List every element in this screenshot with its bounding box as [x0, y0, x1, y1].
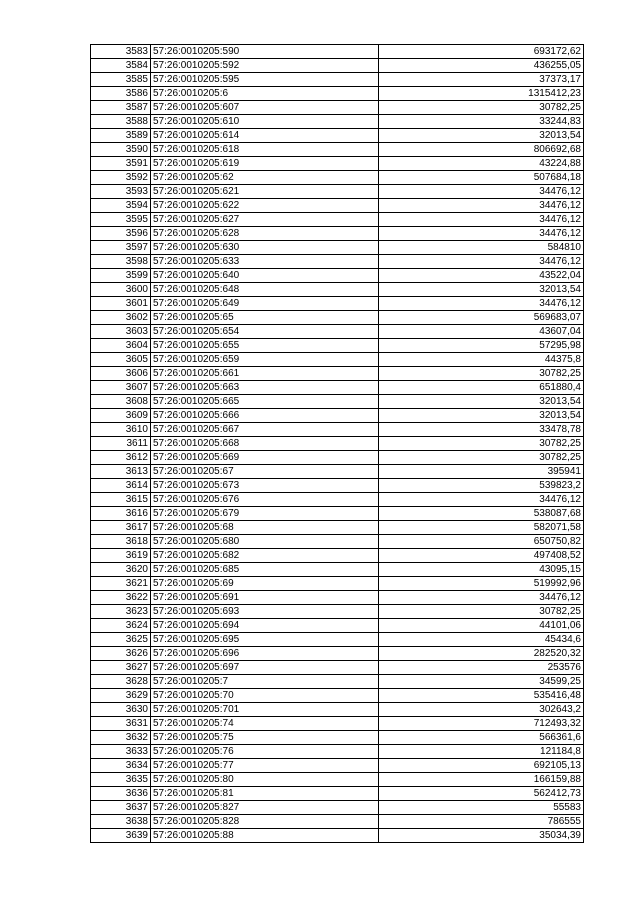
row-number-cell: 3634 — [91, 759, 151, 773]
value-cell: 566361,6 — [379, 731, 584, 745]
row-number-cell: 3638 — [91, 815, 151, 829]
table-row — [91, 101, 584, 115]
row-number-cell: 3596 — [91, 227, 151, 241]
value-cell: 562412,73 — [379, 787, 584, 801]
table-row — [91, 437, 584, 451]
row-number-cell: 3620 — [91, 563, 151, 577]
value-cell: 43224,88 — [379, 157, 584, 171]
table-row — [91, 689, 584, 703]
row-number-cell: 3593 — [91, 185, 151, 199]
row-number-cell: 3631 — [91, 717, 151, 731]
cadastral-number-cell: 57:26:0010205:666 — [151, 409, 379, 423]
row-number-cell: 3615 — [91, 493, 151, 507]
row-number-cell: 3637 — [91, 801, 151, 815]
row-number-cell: 3630 — [91, 703, 151, 717]
row-number-cell: 3635 — [91, 773, 151, 787]
table-row — [91, 59, 584, 73]
row-number-cell: 3628 — [91, 675, 151, 689]
cadastral-number-cell: 57:26:0010205:669 — [151, 451, 379, 465]
row-number-cell: 3598 — [91, 255, 151, 269]
row-number-cell: 3627 — [91, 661, 151, 675]
cadastral-number-cell: 57:26:0010205:827 — [151, 801, 379, 815]
cadastral-number-cell: 57:26:0010205:62 — [151, 171, 379, 185]
table-row — [91, 703, 584, 717]
value-cell: 33478,78 — [379, 423, 584, 437]
table-row — [91, 353, 584, 367]
cadastral-number-cell: 57:26:0010205:691 — [151, 591, 379, 605]
value-cell: 282520,32 — [379, 647, 584, 661]
table-row — [91, 521, 584, 535]
row-number-cell: 3611 — [91, 437, 151, 451]
row-number-cell: 3619 — [91, 549, 151, 563]
cadastral-number-cell: 57:26:0010205:621 — [151, 185, 379, 199]
value-cell: 651880,4 — [379, 381, 584, 395]
value-cell: 166159,88 — [379, 773, 584, 787]
cadastral-number-cell: 57:26:0010205:655 — [151, 339, 379, 353]
row-number-cell: 3588 — [91, 115, 151, 129]
value-cell: 806692,68 — [379, 143, 584, 157]
value-cell: 32013,54 — [379, 395, 584, 409]
row-number-cell: 3625 — [91, 633, 151, 647]
row-number-cell: 3592 — [91, 171, 151, 185]
table-row — [91, 563, 584, 577]
table-row — [91, 647, 584, 661]
value-cell: 302643,2 — [379, 703, 584, 717]
table-row — [91, 633, 584, 647]
table-row — [91, 283, 584, 297]
cadastral-value-table — [90, 44, 584, 843]
cadastral-number-cell: 57:26:0010205:6 — [151, 87, 379, 101]
value-cell: 34476,12 — [379, 255, 584, 269]
cadastral-number-cell: 57:26:0010205:679 — [151, 507, 379, 521]
row-number-cell: 3606 — [91, 367, 151, 381]
cadastral-number-cell: 57:26:0010205:627 — [151, 213, 379, 227]
value-cell: 538087,68 — [379, 507, 584, 521]
row-number-cell: 3609 — [91, 409, 151, 423]
table-row — [91, 717, 584, 731]
cadastral-number-cell: 57:26:0010205:661 — [151, 367, 379, 381]
cadastral-number-cell: 57:26:0010205:74 — [151, 717, 379, 731]
value-cell: 32013,54 — [379, 129, 584, 143]
row-number-cell: 3589 — [91, 129, 151, 143]
table-row — [91, 199, 584, 213]
row-number-cell: 3601 — [91, 297, 151, 311]
value-cell: 535416,48 — [379, 689, 584, 703]
value-cell: 35034,39 — [379, 829, 584, 843]
table-row — [91, 171, 584, 185]
table-row — [91, 297, 584, 311]
table-row — [91, 535, 584, 549]
cadastral-number-cell: 57:26:0010205:81 — [151, 787, 379, 801]
value-cell: 1315412,23 — [379, 87, 584, 101]
table-row — [91, 493, 584, 507]
table-row — [91, 605, 584, 619]
value-cell: 43607,04 — [379, 325, 584, 339]
table-row — [91, 619, 584, 633]
row-number-cell: 3623 — [91, 605, 151, 619]
row-number-cell: 3622 — [91, 591, 151, 605]
cadastral-number-cell: 57:26:0010205:7 — [151, 675, 379, 689]
cadastral-number-cell: 57:26:0010205:668 — [151, 437, 379, 451]
cadastral-number-cell: 57:26:0010205:75 — [151, 731, 379, 745]
cadastral-number-cell: 57:26:0010205:76 — [151, 745, 379, 759]
row-number-cell: 3605 — [91, 353, 151, 367]
table-row — [91, 675, 584, 689]
row-number-cell: 3610 — [91, 423, 151, 437]
cadastral-number-cell: 57:26:0010205:693 — [151, 605, 379, 619]
row-number-cell: 3597 — [91, 241, 151, 255]
table-row — [91, 731, 584, 745]
row-number-cell: 3629 — [91, 689, 151, 703]
cadastral-number-cell: 57:26:0010205:628 — [151, 227, 379, 241]
table-body — [91, 45, 584, 843]
cadastral-number-cell: 57:26:0010205:682 — [151, 549, 379, 563]
cadastral-number-cell: 57:26:0010205:618 — [151, 143, 379, 157]
value-cell: 693172,62 — [379, 45, 584, 59]
table-row — [91, 759, 584, 773]
table-row — [91, 367, 584, 381]
table-row — [91, 381, 584, 395]
row-number-cell: 3603 — [91, 325, 151, 339]
row-number-cell: 3591 — [91, 157, 151, 171]
cadastral-number-cell: 57:26:0010205:654 — [151, 325, 379, 339]
value-cell: 539823,2 — [379, 479, 584, 493]
row-number-cell: 3602 — [91, 311, 151, 325]
value-cell: 34476,12 — [379, 213, 584, 227]
table-row — [91, 129, 584, 143]
cadastral-number-cell: 57:26:0010205:667 — [151, 423, 379, 437]
value-cell: 44375,8 — [379, 353, 584, 367]
value-cell: 45434,6 — [379, 633, 584, 647]
value-cell: 395941 — [379, 465, 584, 479]
row-number-cell: 3617 — [91, 521, 151, 535]
cadastral-number-cell: 57:26:0010205:619 — [151, 157, 379, 171]
row-number-cell: 3594 — [91, 199, 151, 213]
row-number-cell: 3639 — [91, 829, 151, 843]
table-row — [91, 269, 584, 283]
table-row — [91, 157, 584, 171]
table-row — [91, 339, 584, 353]
value-cell: 507684,18 — [379, 171, 584, 185]
cadastral-number-cell: 57:26:0010205:607 — [151, 101, 379, 115]
row-number-cell: 3608 — [91, 395, 151, 409]
cadastral-number-cell: 57:26:0010205:610 — [151, 115, 379, 129]
table-row — [91, 507, 584, 521]
value-cell: 33244,83 — [379, 115, 584, 129]
value-cell: 712493,32 — [379, 717, 584, 731]
table-row — [91, 115, 584, 129]
row-number-cell: 3595 — [91, 213, 151, 227]
cadastral-number-cell: 57:26:0010205:649 — [151, 297, 379, 311]
cadastral-number-cell: 57:26:0010205:68 — [151, 521, 379, 535]
table-row — [91, 787, 584, 801]
row-number-cell: 3587 — [91, 101, 151, 115]
value-cell: 34476,12 — [379, 493, 584, 507]
table-row — [91, 745, 584, 759]
row-number-cell: 3624 — [91, 619, 151, 633]
value-cell: 30782,25 — [379, 101, 584, 115]
cadastral-number-cell: 57:26:0010205:80 — [151, 773, 379, 787]
value-cell: 32013,54 — [379, 409, 584, 423]
cadastral-number-cell: 57:26:0010205:67 — [151, 465, 379, 479]
row-number-cell: 3621 — [91, 577, 151, 591]
value-cell: 569683,07 — [379, 311, 584, 325]
row-number-cell: 3600 — [91, 283, 151, 297]
value-cell: 37373,17 — [379, 73, 584, 87]
row-number-cell: 3618 — [91, 535, 151, 549]
cadastral-number-cell: 57:26:0010205:673 — [151, 479, 379, 493]
cadastral-number-cell: 57:26:0010205:701 — [151, 703, 379, 717]
table-row — [91, 661, 584, 675]
table-row — [91, 87, 584, 101]
value-cell: 32013,54 — [379, 283, 584, 297]
value-cell: 692105,13 — [379, 759, 584, 773]
value-cell: 43095,15 — [379, 563, 584, 577]
cadastral-number-cell: 57:26:0010205:694 — [151, 619, 379, 633]
table-row — [91, 423, 584, 437]
value-cell: 650750,82 — [379, 535, 584, 549]
table-row — [91, 577, 584, 591]
table-row — [91, 395, 584, 409]
value-cell: 34476,12 — [379, 199, 584, 213]
table-row — [91, 213, 584, 227]
value-cell: 57295,98 — [379, 339, 584, 353]
cadastral-number-cell: 57:26:0010205:592 — [151, 59, 379, 73]
row-number-cell: 3599 — [91, 269, 151, 283]
table-row — [91, 185, 584, 199]
table-row — [91, 829, 584, 843]
row-number-cell: 3632 — [91, 731, 151, 745]
cadastral-number-cell: 57:26:0010205:663 — [151, 381, 379, 395]
cadastral-number-cell: 57:26:0010205:69 — [151, 577, 379, 591]
table-row — [91, 465, 584, 479]
value-cell: 30782,25 — [379, 451, 584, 465]
table-row — [91, 801, 584, 815]
value-cell: 497408,52 — [379, 549, 584, 563]
value-cell: 121184,8 — [379, 745, 584, 759]
table-row — [91, 311, 584, 325]
value-cell: 34476,12 — [379, 297, 584, 311]
row-number-cell: 3585 — [91, 73, 151, 87]
table-row — [91, 409, 584, 423]
cadastral-number-cell: 57:26:0010205:70 — [151, 689, 379, 703]
cadastral-number-cell: 57:26:0010205:88 — [151, 829, 379, 843]
table-row — [91, 549, 584, 563]
value-cell: 43522,04 — [379, 269, 584, 283]
cadastral-number-cell: 57:26:0010205:65 — [151, 311, 379, 325]
cadastral-number-cell: 57:26:0010205:828 — [151, 815, 379, 829]
row-number-cell: 3636 — [91, 787, 151, 801]
row-number-cell: 3613 — [91, 465, 151, 479]
cadastral-number-cell: 57:26:0010205:640 — [151, 269, 379, 283]
table-row — [91, 451, 584, 465]
table-row — [91, 45, 584, 59]
value-cell: 519992,96 — [379, 577, 584, 591]
value-cell: 34599,25 — [379, 675, 584, 689]
table-row — [91, 815, 584, 829]
value-cell: 34476,12 — [379, 185, 584, 199]
value-cell: 30782,25 — [379, 367, 584, 381]
cadastral-number-cell: 57:26:0010205:697 — [151, 661, 379, 675]
cadastral-number-cell: 57:26:0010205:685 — [151, 563, 379, 577]
table-row — [91, 143, 584, 157]
cadastral-number-cell: 57:26:0010205:695 — [151, 633, 379, 647]
row-number-cell: 3614 — [91, 479, 151, 493]
cadastral-number-cell: 57:26:0010205:77 — [151, 759, 379, 773]
table-row — [91, 773, 584, 787]
cadastral-number-cell: 57:26:0010205:630 — [151, 241, 379, 255]
table-row — [91, 255, 584, 269]
cadastral-number-cell: 57:26:0010205:648 — [151, 283, 379, 297]
row-number-cell: 3612 — [91, 451, 151, 465]
row-number-cell: 3616 — [91, 507, 151, 521]
row-number-cell: 3633 — [91, 745, 151, 759]
table-row — [91, 73, 584, 87]
cadastral-number-cell: 57:26:0010205:595 — [151, 73, 379, 87]
cadastral-number-cell: 57:26:0010205:676 — [151, 493, 379, 507]
value-cell: 55583 — [379, 801, 584, 815]
table-row — [91, 241, 584, 255]
value-cell: 30782,25 — [379, 437, 584, 451]
cadastral-number-cell: 57:26:0010205:680 — [151, 535, 379, 549]
cadastral-number-cell: 57:26:0010205:665 — [151, 395, 379, 409]
value-cell: 786555 — [379, 815, 584, 829]
cadastral-number-cell: 57:26:0010205:614 — [151, 129, 379, 143]
cadastral-number-cell: 57:26:0010205:622 — [151, 199, 379, 213]
value-cell: 30782,25 — [379, 605, 584, 619]
value-cell: 44101,06 — [379, 619, 584, 633]
table-row — [91, 591, 584, 605]
cadastral-number-cell: 57:26:0010205:659 — [151, 353, 379, 367]
table-row — [91, 227, 584, 241]
value-cell: 584810 — [379, 241, 584, 255]
cadastral-number-cell: 57:26:0010205:696 — [151, 647, 379, 661]
value-cell: 436255,05 — [379, 59, 584, 73]
table-row — [91, 325, 584, 339]
value-cell: 582071,58 — [379, 521, 584, 535]
cadastral-number-cell: 57:26:0010205:633 — [151, 255, 379, 269]
row-number-cell: 3590 — [91, 143, 151, 157]
value-cell: 34476,12 — [379, 591, 584, 605]
cadastral-number-cell: 57:26:0010205:590 — [151, 45, 379, 59]
table-row — [91, 479, 584, 493]
value-cell: 34476,12 — [379, 227, 584, 241]
row-number-cell: 3583 — [91, 45, 151, 59]
row-number-cell: 3586 — [91, 87, 151, 101]
row-number-cell: 3584 — [91, 59, 151, 73]
value-cell: 253576 — [379, 661, 584, 675]
row-number-cell: 3604 — [91, 339, 151, 353]
row-number-cell: 3607 — [91, 381, 151, 395]
row-number-cell: 3626 — [91, 647, 151, 661]
